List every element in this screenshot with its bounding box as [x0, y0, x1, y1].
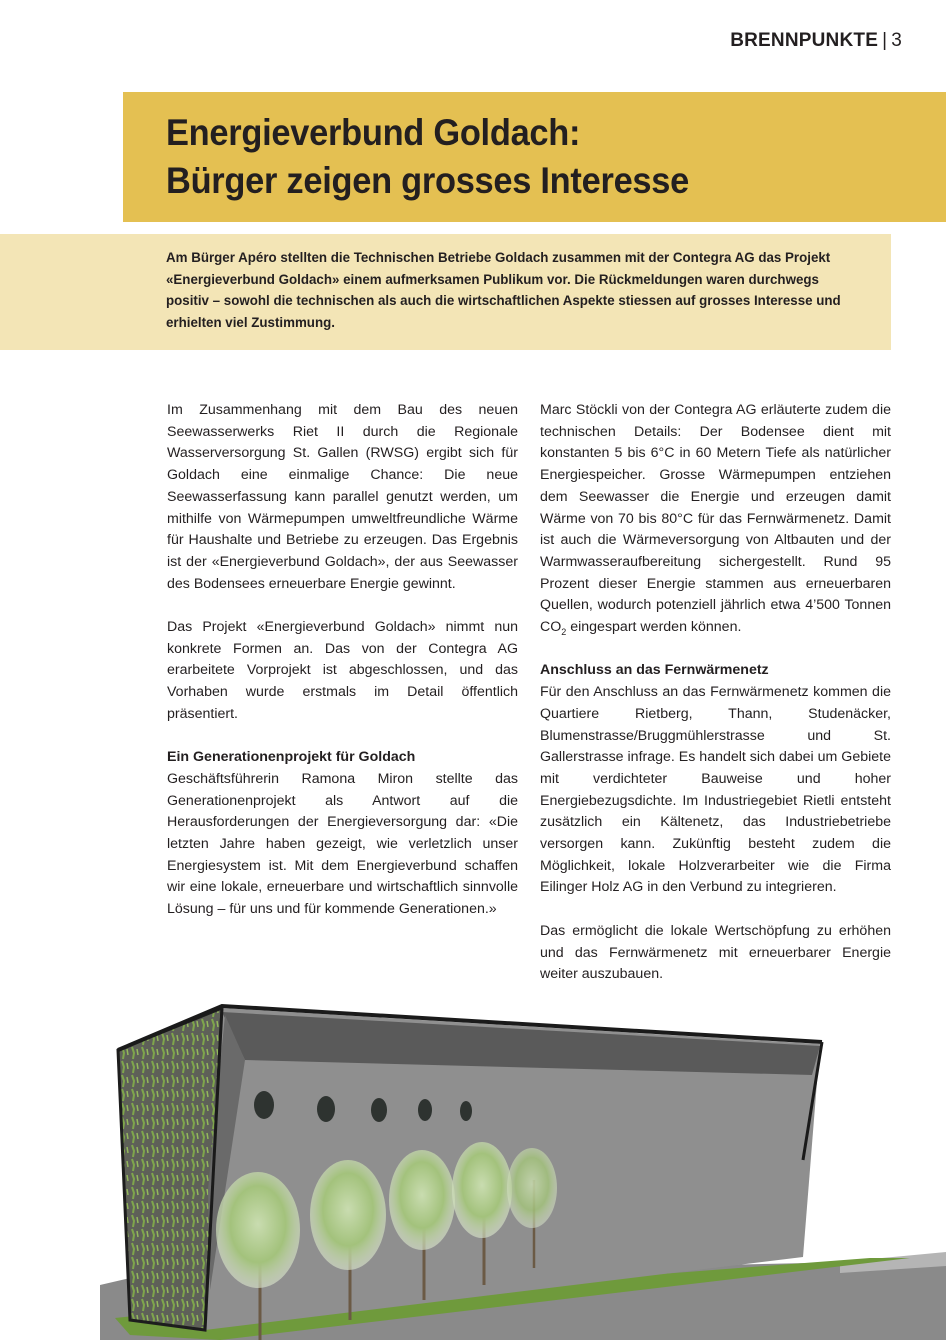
- round-window: [254, 1091, 274, 1119]
- subscript: 2: [561, 626, 567, 637]
- lead-paragraph: Am Bürger Apéro stellten die Technischen Betriebe Goldach zusammen mit der Contegra AG das Projekt «Energieverbund Goldach» einem aufmerksamen Publikum vor. Die Rückmeldungen waren durchwegs positiv – sowohl die technischen als auch die wirtschaftlichen Aspekte stiessen auf grosses Interesse und erhielten viel Zustimmung.: [166, 250, 841, 331]
- left-column: [167, 400, 518, 921]
- text-run: Marc Stöckli von der Contegra AG erläuterte zudem die technischen Details: Der Bodensee dient mit konstanten 5 bis 6°C in 60 Metern Tiefe als natürlicher Energiespeicher. Grosse Wärmepumpen entziehen dem Seewasser die Energie und erzeugen damit Wärme von 70 bis 80°C für das Fernwärmenetz. Damit ist auch die Wärmeversorgung von Altbauten und der Warmwasseraufbereitung sichergestellt. Rund 95 Prozent dieser Energie stammen aus erneuerbaren Quellen, wodurch potenziell jährlich etwa 4’500 Tonnen CO: [540, 402, 891, 636]
- paragraph: Geschäftsführerin Ramona Miron stellte das Generationenprojekt als Antwort auf die Herausforderungen der Energieversorgung dar: «Die letzten Jahre haben gezeigt, wie verletzlich unser Energiesystem ist. Mit dem Energieverbund schaffen wir eine lokale, erneuerbare und wirtschaftlich sinnvolle Lösung – für uns und für kommende Generationen.»: [167, 770, 518, 918]
- section-name: BRENNPUNKTE: [730, 30, 879, 51]
- paragraph: [540, 400, 891, 639]
- subheading: Anschluss an das Fernwärmenetz: [540, 662, 769, 679]
- section-header: [730, 29, 902, 53]
- building-illustration: [100, 990, 946, 1340]
- round-window: [418, 1099, 432, 1121]
- right-column: [540, 400, 891, 986]
- text-run: eingespart werden können.: [566, 619, 742, 636]
- paragraph: Das Projekt «Energieverbund Goldach» nimmt nun konkrete Formen an. Das von der Contegra AG erarbeitete Vorprojekt ist abgeschlossen, und das Vorhaben wurde erstmals im Detail öffentlich präsentiert.: [167, 619, 518, 722]
- round-window: [317, 1096, 335, 1122]
- title-line-2: Bürger zeigen grosses Interesse: [166, 160, 690, 201]
- title-banner: [123, 92, 946, 222]
- subheading: Ein Generationenprojekt für Goldach: [167, 749, 416, 766]
- paragraph: Das ermöglicht die lokale Wertschöpfung zu erhöhen und das Fernwärmenetz mit erneuerbarer Energie weiter auszubauen.: [540, 922, 891, 983]
- building-rendering: [100, 990, 946, 1340]
- round-window: [460, 1101, 472, 1121]
- lead-banner: [0, 234, 891, 350]
- header-separator: |: [882, 30, 888, 51]
- paragraph: Für den Anschluss an das Fernwärmenetz kommen die Quartiere Rietberg, Thann, Studenäcker, Blumenstrasse/Bruggmühlerstrasse und St. Gallerstrasse infrage. Es handelt sich dabei um Gebiete mit verdichteter Bauweise und hoher Energiebezugsdichte. Im Industriegebiet Rietli entsteht zusätzlich ein Kältenetz, das Industriebetriebe versorgen kann. Zukünftig besteht zudem die Möglichkeit, lokale Holzverarbeiter wie die Firma Eilinger Holz AG in den Verbund zu integrieren.: [540, 684, 891, 896]
- article-title: [166, 109, 689, 205]
- title-line-1: Energieverbund Goldach:: [166, 112, 581, 153]
- paragraph: Im Zusammenhang mit dem Bau des neuen Seewasserwerks Riet II durch die Regionale Wasserversorgung St. Gallen (RWSG) ergibt sich für Goldach eine einmalige Chance: Die neue Seewasserfassung kann parallel genutzt werden, um mithilfe von Wärmepumpen umweltfreundliche Wärme für Haushalte und Betriebe zu erzeugen. Das Ergebnis ist der «Energieverbund Goldach», der aus Seewasser des Bodensees erneuerbare Energie gewinnt.: [167, 402, 518, 592]
- round-window: [371, 1098, 387, 1122]
- page-number: 3: [891, 30, 902, 51]
